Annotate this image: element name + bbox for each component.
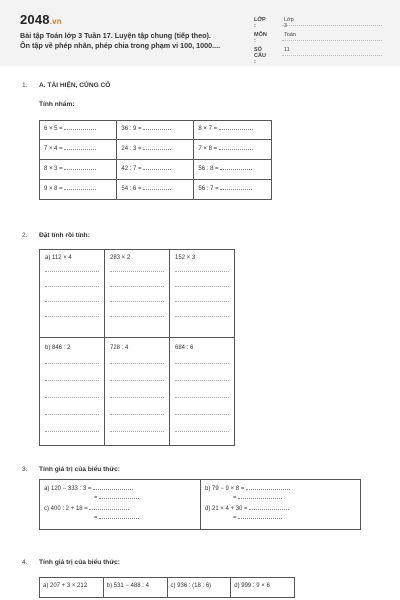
q1-cell: 56 : 7 = bbox=[194, 180, 272, 200]
table-row bbox=[40, 480, 361, 530]
q1-cell: 8 × 3 = bbox=[40, 160, 117, 180]
meta-socau-value: 11 bbox=[284, 47, 290, 53]
q1-cell: 56 : 8 = bbox=[194, 160, 272, 180]
q2-number: 2. bbox=[22, 232, 28, 239]
q3-cell-right: b) 79 − 9 × 8 = = d) 21 × 4 + 30 = = bbox=[201, 480, 361, 530]
q2-title: Đặt tính rồi tính: bbox=[39, 232, 90, 239]
q3-number: 3. bbox=[22, 466, 28, 473]
q4-cell: a) 207 + 3 × 212 bbox=[40, 578, 104, 598]
q2-cell: 728 : 4 bbox=[104, 338, 169, 446]
q4-table bbox=[39, 577, 295, 598]
table-row bbox=[40, 338, 235, 446]
worksheet-title bbox=[20, 31, 250, 51]
worksheet-header bbox=[0, 0, 400, 66]
q4-number: 4. bbox=[22, 559, 28, 566]
q1-cell: 24 : 3 = bbox=[117, 140, 194, 160]
q1-cell: 42 : 7 = bbox=[117, 160, 194, 180]
q1-cell: 54 : 6 = bbox=[117, 180, 194, 200]
q3-cell-left: a) 120 − 333 : 3 = = c) 400 : 2 + 18 = = bbox=[40, 480, 201, 530]
q1-title: A. TÁI HIỆN, CỦNG CỐ bbox=[39, 82, 111, 89]
q1-cell: 8 × 7 = bbox=[194, 121, 272, 140]
table-row bbox=[40, 250, 235, 338]
logo-main: 2048 bbox=[20, 12, 50, 27]
site-logo[interactable] bbox=[20, 12, 62, 27]
title-line-2: Ôn tập về phép nhân, phép chia trong phạm vi 100, 1000.... bbox=[20, 41, 221, 50]
meta-lop-value: Lớp 3 bbox=[284, 17, 294, 29]
table-row bbox=[40, 121, 272, 140]
q4-title: Tính giá trị của biểu thức: bbox=[39, 559, 120, 566]
meta-lop-label: LỚP : bbox=[254, 17, 266, 29]
q1-table bbox=[39, 120, 272, 200]
table-row bbox=[40, 578, 295, 598]
q4-cell: d) 999 : 9 × 6 bbox=[231, 578, 295, 598]
q2-cell: 283 × 2 bbox=[104, 250, 169, 338]
q1-cell: 9 × 8 = bbox=[40, 180, 117, 200]
meta-mon-line bbox=[282, 40, 382, 41]
q1-cell: 36 : 9 = bbox=[117, 121, 194, 140]
table-row bbox=[40, 180, 272, 200]
q2-cell: 152 × 3 bbox=[169, 250, 234, 338]
title-line-1: Bài tập Toán lớp 3 Tuần 17. Luyện tập chung (tiếp theo). bbox=[20, 31, 211, 40]
q2-cell: 684 : 6 bbox=[169, 338, 234, 446]
q1-cell: 7 × 4 = bbox=[40, 140, 117, 160]
q3-table bbox=[39, 479, 361, 530]
q1-cell: 7 × 8 = bbox=[194, 140, 272, 160]
q2-cell: b) 846 : 2 bbox=[40, 338, 105, 446]
table-row bbox=[40, 140, 272, 160]
q1-subtitle: Tính nhẩm: bbox=[39, 101, 75, 108]
q2-cell: a) 112 × 4 bbox=[40, 250, 105, 338]
q4-cell: b) 531 − 488 : 4 bbox=[103, 578, 167, 598]
q4-cell: c) 936 : (18 : 6) bbox=[167, 578, 231, 598]
table-row bbox=[40, 160, 272, 180]
q2-table bbox=[39, 249, 235, 446]
logo-suffix: .vn bbox=[49, 17, 62, 26]
q3-title: Tính giá trị của biểu thức: bbox=[39, 466, 120, 473]
meta-lop-line bbox=[282, 25, 382, 26]
q1-cell: 6 × 5 = bbox=[40, 121, 117, 140]
meta-socau-label: SỐ CÂU : bbox=[254, 47, 266, 65]
q1-number: 1. bbox=[22, 82, 28, 89]
meta-mon-value: Toán bbox=[284, 32, 296, 38]
meta-socau-line bbox=[282, 55, 382, 56]
meta-mon-label: MÔN : bbox=[254, 32, 267, 44]
